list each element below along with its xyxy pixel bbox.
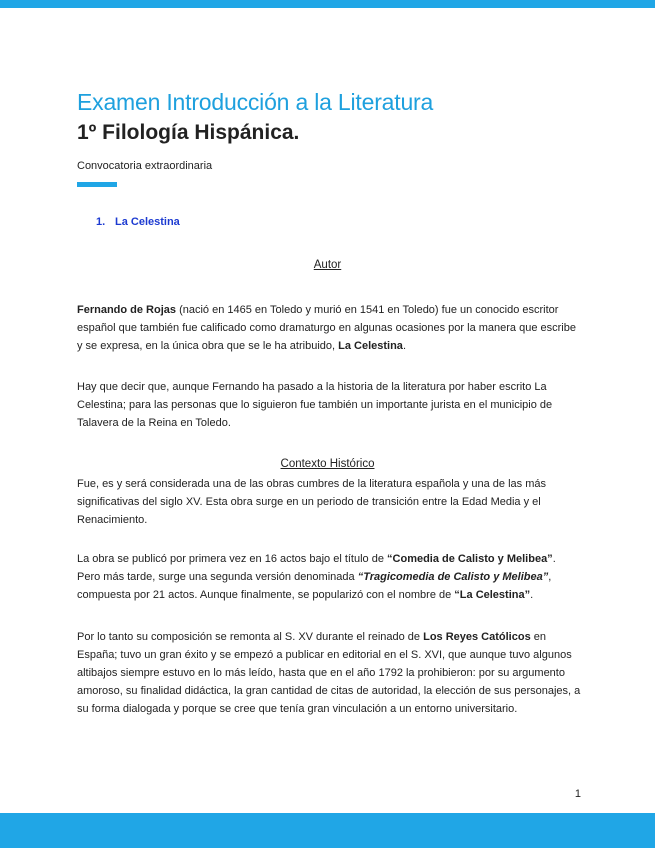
work-title-comedia: “Comedia de Calisto y Melibea”: [387, 553, 553, 565]
heading-contexto-historico: Contexto Histórico: [280, 458, 375, 470]
paragraph-autor-1: [77, 301, 581, 355]
section-heading: [96, 216, 180, 228]
work-title-celestina: “La Celestina”: [454, 589, 531, 601]
convocatoria-label: Convocatoria extraordinaria: [77, 160, 213, 172]
paragraph-text: (nació en 1465 en Toledo y murió en 1541 en Toledo) fue un conocido escritor español que también fue calificado como dramaturgo en algunas ocasiones por la manera que escribe y se expresa, en la única obra que se le ha atribuido,: [77, 304, 576, 352]
work-title: La Celestina: [338, 340, 403, 352]
paragraph-text: en España; tuvo un gran éxito y se empezó a publicar en editorial en el S. XVI, que aunque tuvo algunos altibajos siempre estuvo en lo más leído, hasta que en el año 1792 la prohibieron: por su argumento amoroso, su finalidad didáctica, la gran cantidad de citas de autoridad, la elección de sus personajes, a su forma dialogada y porque se cree que tenía gran vinculación a un entorno universitario.: [77, 631, 581, 715]
paragraph-text: . Pero más tarde, surge una segunda versión denominada: [77, 553, 556, 583]
document-title: Examen Introducción a la Literatura: [77, 89, 434, 115]
paragraph-autor-2: Hay que decir que, aunque Fernando ha pasado a la historia de la literatura por haber escrito La Celestina; para las personas que lo siguieron fue también un importante jurista en el municipio de Talavera de la Reina en Toledo.: [77, 381, 553, 429]
paragraph-text: La obra se publicó por primera vez en 16 actos bajo el título de: [77, 553, 388, 565]
paragraph-contexto-3: [77, 628, 581, 718]
title-accent-bar: [77, 182, 117, 187]
top-accent-bar: [0, 0, 655, 8]
document-subtitle: 1º Filología Hispánica.: [77, 121, 300, 144]
heading-autor: Autor: [313, 259, 342, 271]
author-name: Fernando de Rojas: [77, 304, 177, 316]
paragraph-text: , compuesta por 21 actos. Aunque finalmente, se popularizó con el nombre de: [77, 571, 552, 601]
paragraph-text: Por lo tanto su composición se remonta al S. XV durante el reinado de: [77, 631, 424, 643]
section-label: La Celestina: [115, 216, 180, 228]
section-number: 1.: [96, 216, 106, 228]
reyes-catolicos: Los Reyes Católicos: [423, 631, 531, 643]
paragraph-text: .: [530, 589, 534, 601]
paragraph-text: .: [402, 340, 406, 352]
page-number: 1: [574, 788, 581, 800]
work-title-tragicomedia: “Tragicomedia de Calisto y Melibea”: [357, 571, 549, 583]
paragraph-contexto-2: [77, 550, 581, 604]
bottom-accent-bar: [0, 813, 655, 848]
paragraph-contexto-1: Fue, es y será considerada una de las obras cumbres de la literatura española y una de las más significativas del siglo XV. Esta obra surge en un periodo de transición entre la Edad Media y el Renacimiento.: [77, 478, 546, 526]
